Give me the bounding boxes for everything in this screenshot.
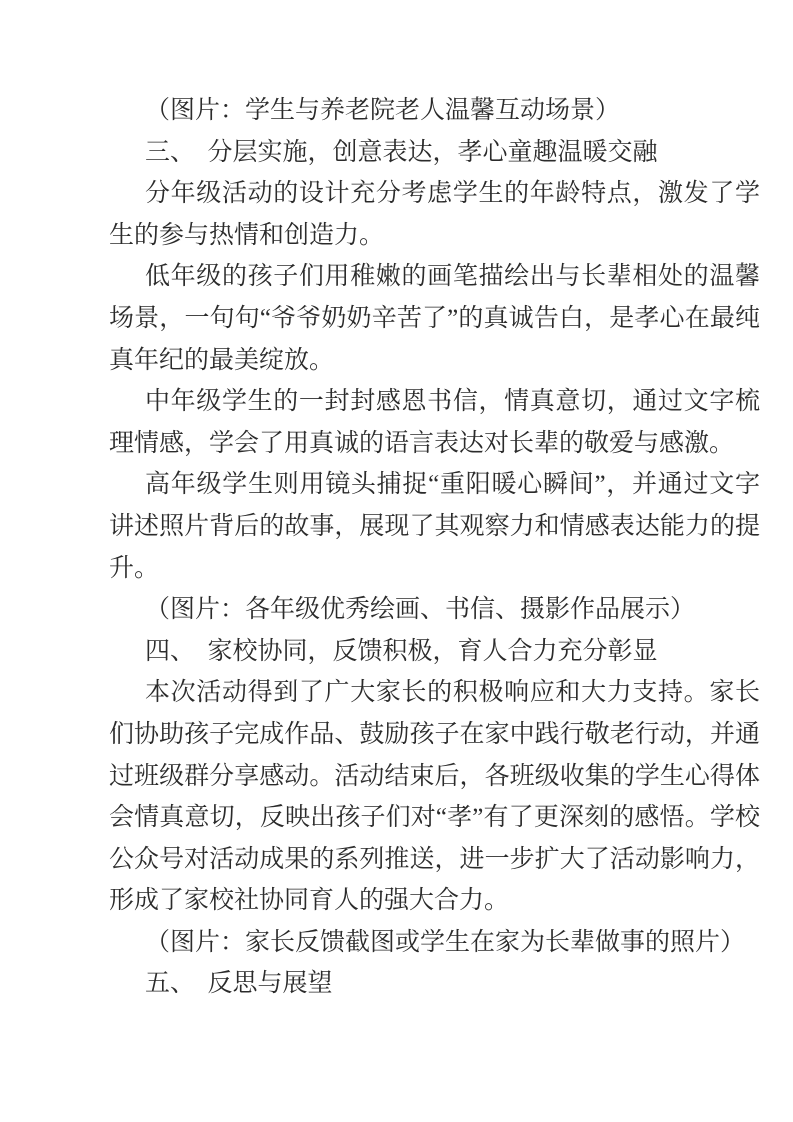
section-heading: 四、 家校协同，反馈积极，育人合力充分彰显 bbox=[145, 637, 658, 665]
body-paragraph: 中年级学生的一封封感恩书信，情真意切，通过文字梳理情感，学会了用真诚的语言表达对长辈的敬爱与感激。 bbox=[109, 388, 760, 457]
image-placeholder-caption: （图片：家长反馈截图或学生在家为长辈做事的照片） bbox=[145, 928, 746, 956]
body-paragraph: 分年级活动的设计充分考虑学生的年龄特点，激发了学生的参与热情和创造力。 bbox=[109, 180, 760, 249]
image-placeholder-caption: （图片：学生与养老院老人温馨互动场景） bbox=[145, 97, 621, 124]
body-paragraph: 本次活动得到了广大家长的积极响应和大力支持。家长们协助孩子完成作品、鼓励孩子在家中践行敬老行动，并通过班级群分享感动。活动结束后，各班级收集的学生心得体会情真意切，反映出孩子们对“孝”有了更深刻的感悟。学校公众号对活动成果的系列推送，进一步扩大了活动影响力，形成了家校社协同育人的强大合力。 bbox=[109, 679, 760, 915]
body-paragraph: 低年级的孩子们用稚嫩的画笔描绘出与长辈相处的温馨场景，一句句“爷爷奶奶辛苦了”的真诚告白，是孝心在最纯真年纪的最美绽放。 bbox=[109, 263, 760, 374]
image-placeholder-caption: （图片：各年级优秀绘画、书信、摄影作品展示） bbox=[145, 596, 696, 624]
document-body-text bbox=[109, 90, 760, 1005]
body-paragraph: 高年级学生则用镜头捕捉“重阳暖心瞬间”，并通过文字讲述照片背后的故事，展现了其观察力和情感表达能力的提升。 bbox=[109, 471, 760, 582]
section-heading: 三、 分层实施，创意表达，孝心童趣温暖交融 bbox=[145, 138, 658, 166]
section-heading: 五、 反思与展望 bbox=[145, 970, 333, 998]
